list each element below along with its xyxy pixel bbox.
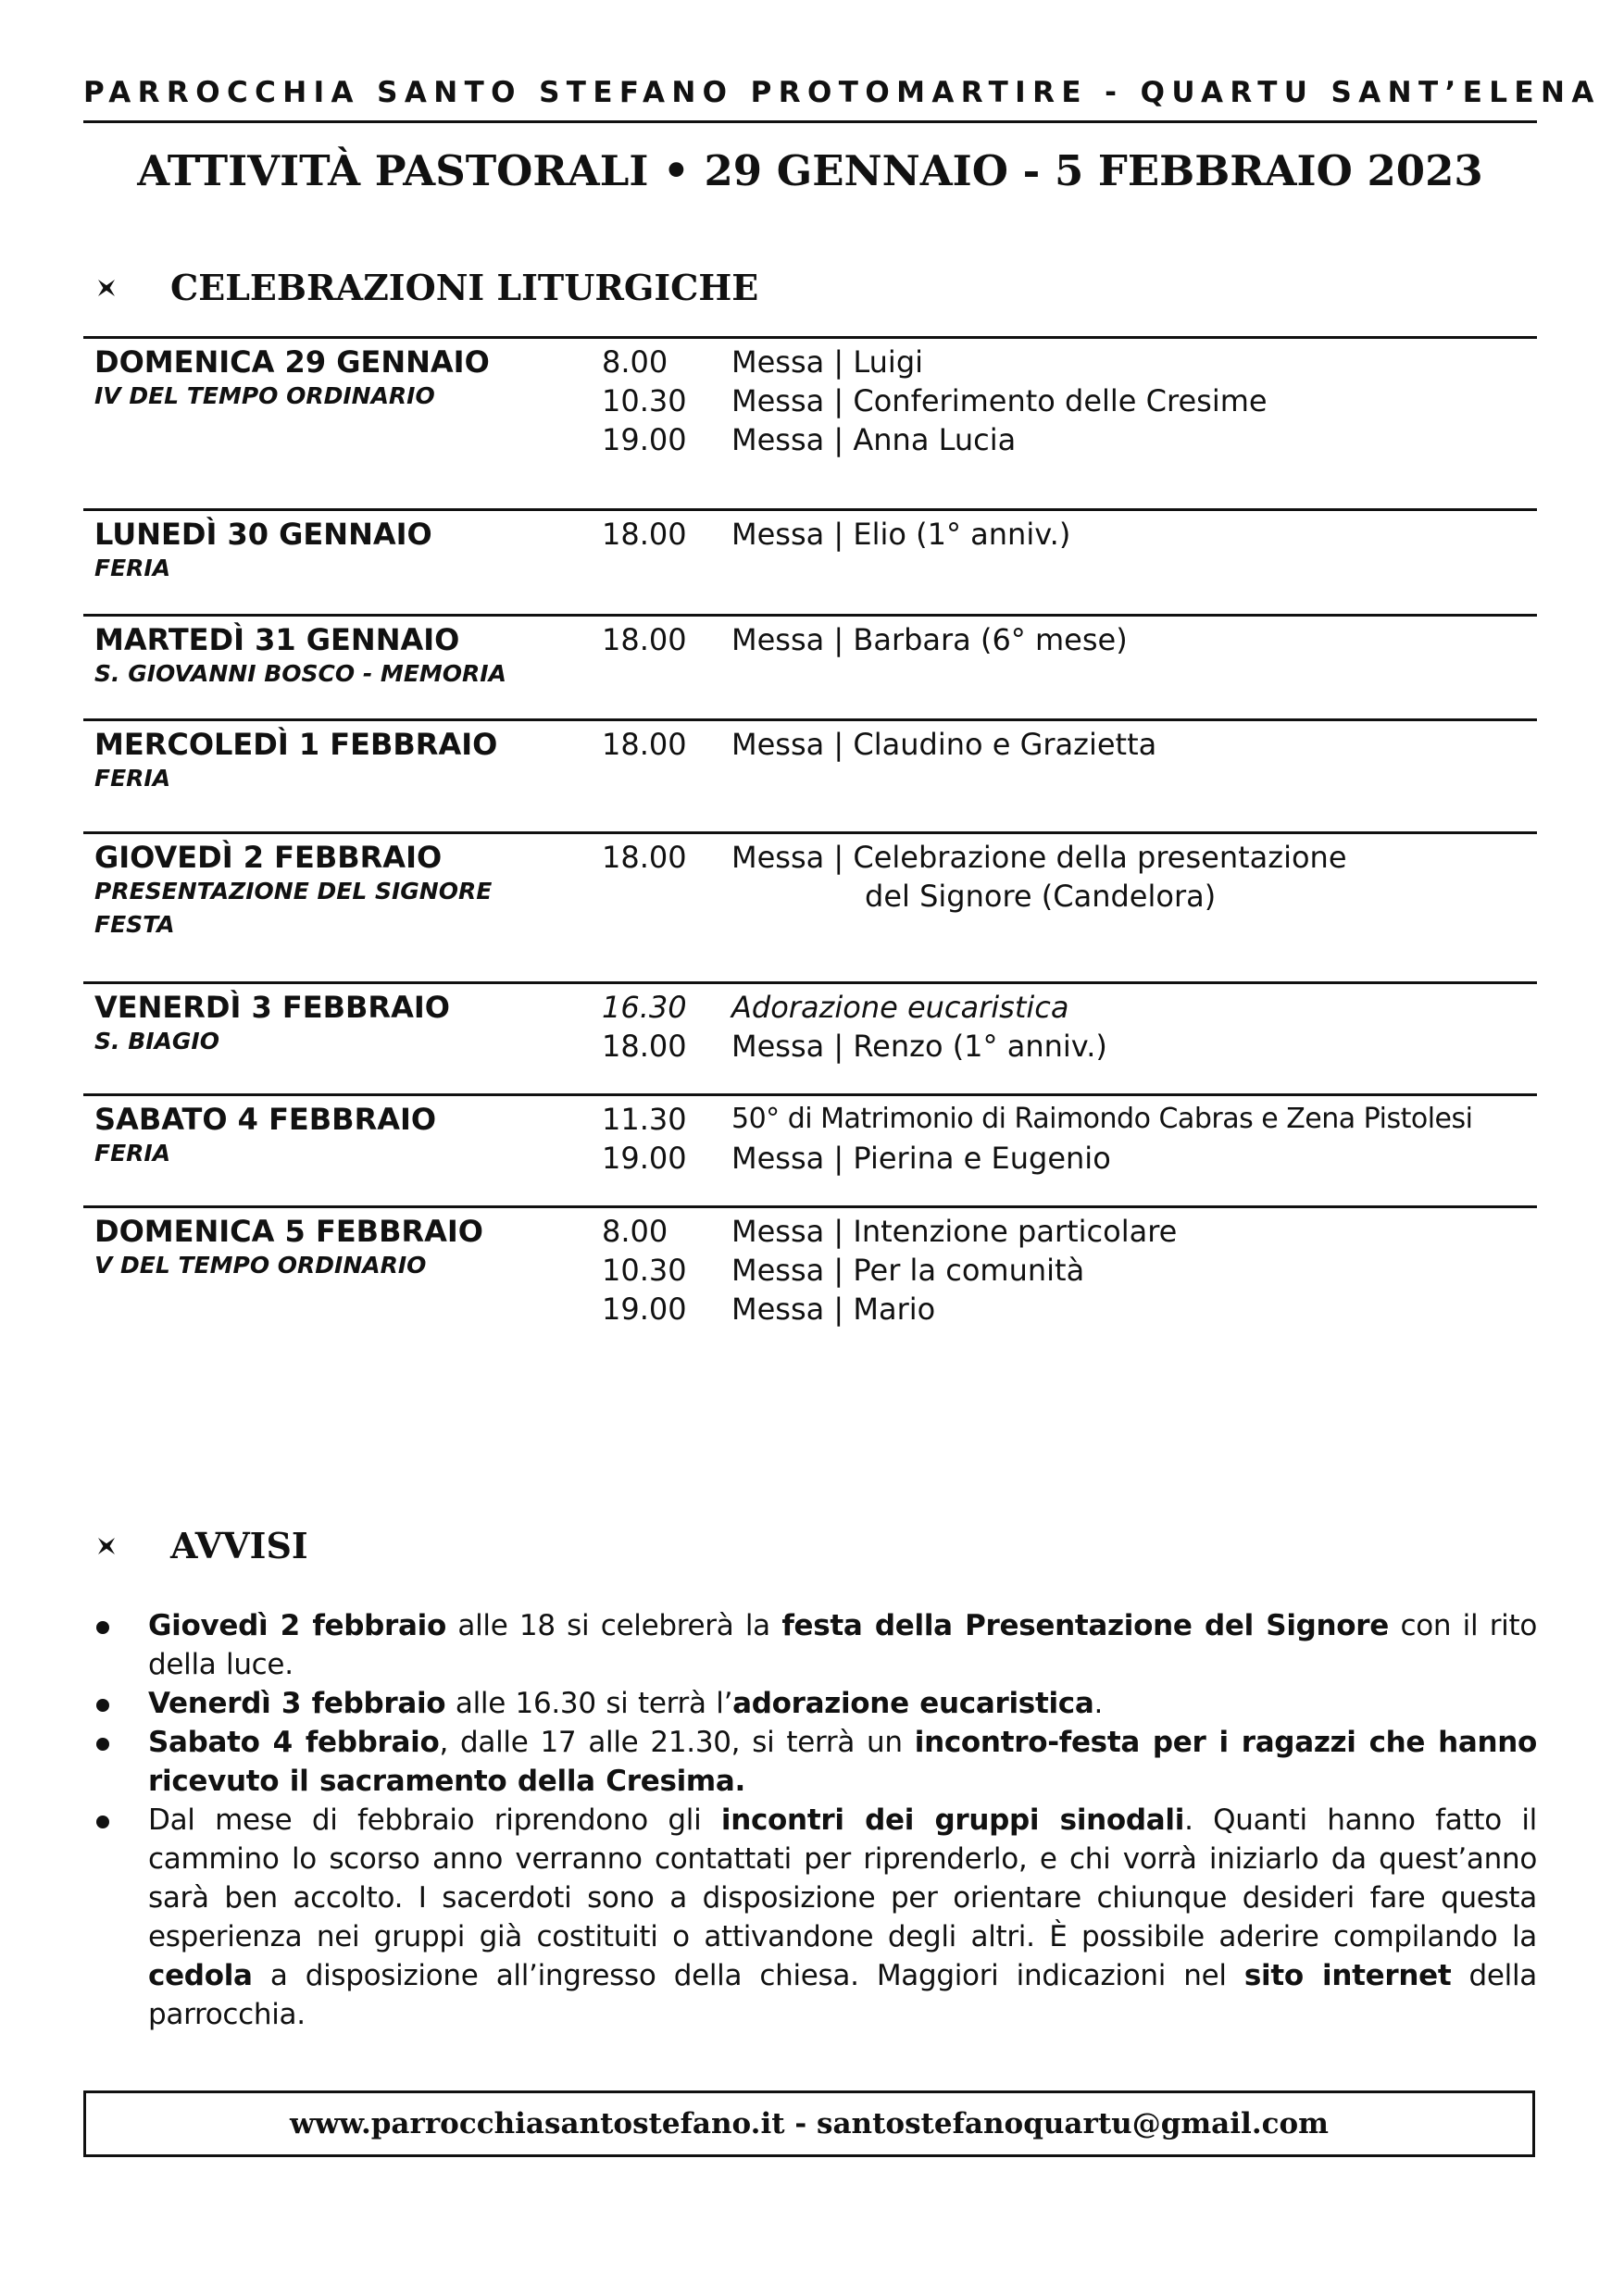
event-text: Messa | Pierina e Eugenio [731, 1141, 1111, 1176]
notice-text: alle 18 si celebrerà la [445, 1609, 782, 1642]
notices-title: AVVISI [170, 1525, 308, 1566]
notice-text-bold: cedola [148, 1959, 253, 1992]
bullet-icon [96, 1816, 109, 1828]
notices-list [93, 1606, 1537, 2034]
bowtie-bullet-icon [98, 280, 115, 296]
event-time: 10.30 [602, 383, 687, 418]
notice-item [93, 1606, 1537, 1684]
notice-text-bold: festa della Presentazione del Signore [781, 1609, 1390, 1642]
event-time: 11.30 [602, 1102, 687, 1137]
liturgical-note: S. BIAGIO [94, 1028, 219, 1054]
event-time: 18.00 [602, 840, 687, 875]
schedule-row [83, 614, 1537, 687]
day-label: LUNEDÌ 30 GENNAIO [94, 517, 432, 552]
notice-text-bold: sito internet [1243, 1959, 1452, 1992]
schedule-row [83, 508, 1537, 581]
notice-text-bold: Venerdì 3 febbraio [148, 1687, 446, 1720]
notice-item [93, 1684, 1537, 1723]
day-label: DOMENICA 29 GENNAIO [94, 344, 490, 380]
bowtie-bullet-icon [98, 1538, 115, 1554]
day-label: MARTEDÌ 31 GENNAIO [94, 622, 460, 657]
schedule-row [83, 831, 1537, 938]
notice-text: Dal mese di febbraio riprendono gli [148, 1803, 721, 1837]
notice-text-bold: incontri dei gruppi sinodali [720, 1803, 1185, 1837]
notice-text: a disposizione all’ingresso della chiesa. Maggiori indicazioni nel [252, 1959, 1244, 1992]
bullet-icon [96, 1699, 109, 1712]
event-text: Messa | Conferimento delle Cresime [731, 383, 1268, 418]
liturgical-note: FERIA [94, 765, 171, 792]
event-text: Messa | Intenzione particolare [731, 1214, 1178, 1249]
event-text: Messa | Mario [731, 1292, 936, 1327]
notice-item [93, 1723, 1537, 1801]
parish-name: PARROCCHIA SANTO STEFANO PROTOMARTIRE - QUARTU SANT’ELENA [83, 76, 1601, 109]
liturgical-note: PRESENTAZIONE DEL SIGNORE [94, 878, 493, 905]
bullet-icon [96, 1621, 109, 1634]
schedule-row [83, 981, 1537, 1064]
liturgical-note: FERIA [94, 555, 171, 581]
notice-text-bold: incontro-festa per i ragazzi che hanno ricevuto il sacramento della Cresima. [148, 1726, 1537, 1798]
event-time: 18.00 [602, 622, 687, 657]
event-time: 18.00 [602, 1029, 687, 1064]
day-label: DOMENICA 5 FEBBRAIO [94, 1214, 483, 1249]
schedule-row [83, 336, 1537, 457]
contact-footer [83, 2090, 1535, 2157]
event-time: 19.00 [602, 422, 687, 457]
day-label: GIOVEDÌ 2 FEBBRAIO [94, 840, 443, 875]
notice-text-bold: Sabato 4 febbraio [148, 1726, 440, 1759]
event-text: Adorazione eucaristica [731, 990, 1069, 1025]
notice-text: , dalle 17 alle 21.30, si terrà un [439, 1726, 915, 1759]
event-text: Messa | Barbara (6° mese) [731, 622, 1128, 657]
notice-text: con il rito della luce. [148, 1609, 1537, 1681]
celebrations-title: CELEBRAZIONI LITURGICHE [170, 267, 759, 308]
celebrations-heading [98, 267, 758, 308]
event-text: Messa | Claudino e Grazietta [731, 727, 1157, 762]
event-time: 19.00 [602, 1141, 687, 1176]
liturgical-note: V DEL TEMPO ORDINARIO [94, 1252, 427, 1279]
notice-text: alle 16.30 si terrà l’ [445, 1687, 733, 1720]
page-title: ATTIVITÀ PASTORALI • 29 GENNAIO - 5 FEBBRAIO 2023 [137, 146, 1483, 195]
schedule-row [83, 718, 1537, 792]
event-time: 8.00 [602, 1214, 668, 1249]
bullet-icon [96, 1738, 109, 1751]
event-time: 8.00 [602, 344, 668, 380]
notice-item [93, 1801, 1537, 2034]
event-time: 18.00 [602, 727, 687, 762]
liturgical-note: FERIA [94, 1140, 171, 1167]
day-label: VENERDÌ 3 FEBBRAIO [94, 990, 450, 1025]
liturgical-note: IV DEL TEMPO ORDINARIO [94, 382, 435, 409]
event-text: Messa | Anna Lucia [731, 422, 1017, 457]
event-time: 19.00 [602, 1292, 687, 1327]
day-label: SABATO 4 FEBBRAIO [94, 1102, 437, 1137]
notice-text-bold: Giovedì 2 febbraio [148, 1609, 446, 1642]
event-text: del Signore (Candelora) [865, 879, 1217, 914]
schedule-row [83, 1093, 1537, 1176]
notice-text-bold: adorazione eucaristica [732, 1687, 1094, 1720]
event-text: Messa | Luigi [731, 344, 924, 380]
schedule-row [83, 1205, 1537, 1327]
event-time: 16.30 [602, 990, 687, 1025]
event-text: 50° di Matrimonio di Raimondo Cabras e Zena Pistolesi [731, 1103, 1473, 1135]
header-divider [83, 120, 1537, 123]
notice-text: . Quanti hanno fatto il cammino lo scorso anno verranno contattati per riprenderlo, e chi vorrà iniziarlo da quest’anno sarà ben accolto. I sacerdoti sono a disposizione per orientare chiunque desideri fare questa esperienza nei gruppi già costituiti o attivandone degli altri. È possibile aderire compilando la [148, 1803, 1537, 1953]
day-label: MERCOLEDÌ 1 FEBBRAIO [94, 727, 498, 762]
event-text: Messa | Elio (1° anniv.) [731, 517, 1071, 552]
notices-heading [98, 1525, 308, 1566]
event-text: Messa | Celebrazione della presentazione [731, 840, 1347, 875]
liturgical-note: S. GIOVANNI BOSCO - MEMORIA [94, 660, 506, 687]
notice-text: . [1093, 1687, 1104, 1720]
event-time: 10.30 [602, 1253, 687, 1288]
event-time: 18.00 [602, 517, 687, 552]
liturgical-rank: FESTA [94, 911, 175, 938]
notice-text: della parrocchia. [148, 1959, 1538, 2031]
contact-links[interactable]: www.parrocchiasantostefano.it - santostefanoquartu@gmail.com [290, 2107, 1329, 2140]
event-text: Messa | Per la comunità [731, 1253, 1085, 1288]
event-text: Messa | Renzo (1° anniv.) [731, 1029, 1107, 1064]
